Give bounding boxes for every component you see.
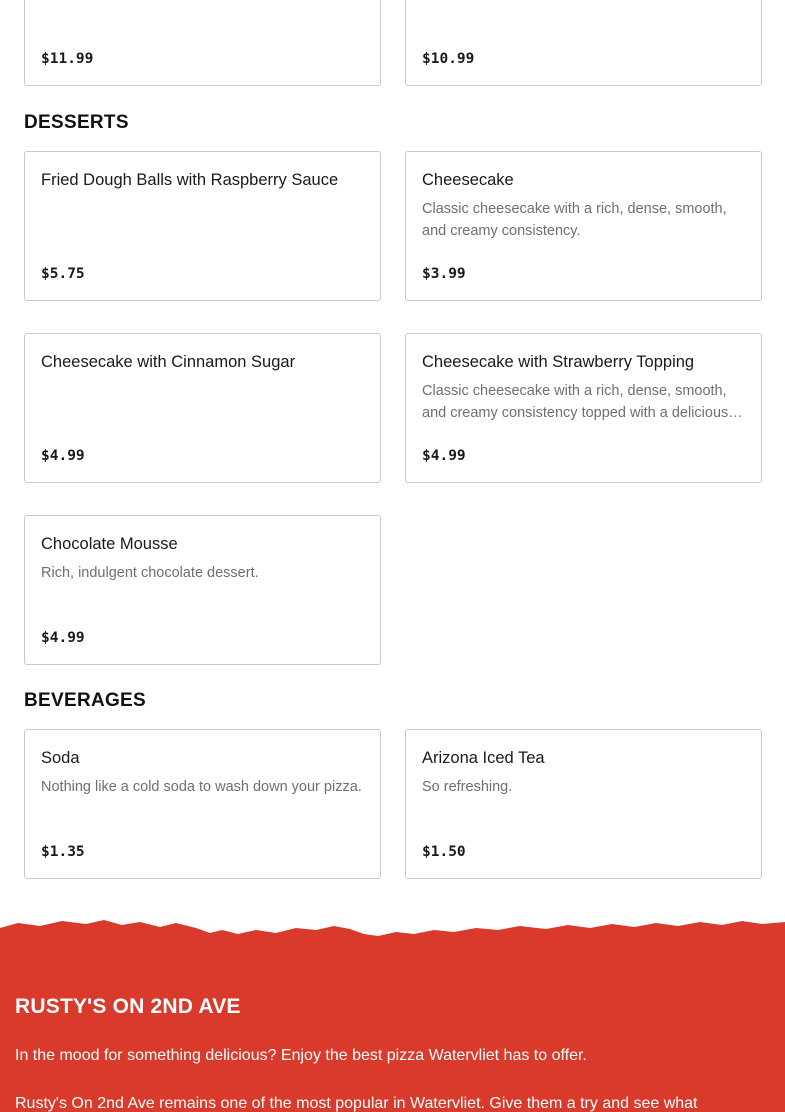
menu-item-card[interactable] — [24, 151, 381, 301]
item-price: $4.99 — [41, 630, 85, 646]
item-name: Cheesecake — [422, 171, 514, 189]
item-price: $4.99 — [422, 448, 466, 464]
menu-item-card[interactable] — [405, 333, 762, 483]
item-price: $3.99 — [422, 266, 466, 282]
item-price: $10.99 — [422, 51, 475, 67]
item-description: So refreshing. — [422, 779, 513, 795]
menu-item-card[interactable] — [24, 0, 381, 86]
item-price: $1.35 — [41, 844, 85, 860]
item-name: Cheesecake with Cinnamon Sugar — [41, 353, 296, 371]
item-name: Chocolate Mousse — [41, 535, 178, 553]
item-name: Arizona Iced Tea — [422, 749, 545, 767]
menu-item-card[interactable] — [405, 0, 762, 86]
footer-title: RUSTY'S ON 2ND AVE — [15, 995, 241, 1018]
item-price: $4.99 — [41, 448, 85, 464]
menu-item-card[interactable] — [24, 515, 381, 665]
item-name: Soda — [41, 749, 80, 767]
item-description: Nothing like a cold soda to wash down your pizza. — [41, 779, 362, 795]
section-title-beverages: BEVERAGES — [24, 690, 147, 711]
item-description: Rich, indulgent chocolate dessert. — [41, 565, 259, 581]
menu-item-card[interactable] — [405, 151, 762, 301]
footer-paragraph: Rusty's On 2nd Ave remains one of the most popular in Watervliet. Give them a try and see what — [15, 1095, 698, 1112]
site-footer — [0, 914, 785, 1112]
item-description: Classic cheesecake with a rich, dense, smooth, and creamy consistency. — [422, 201, 727, 239]
item-name: Cheesecake with Strawberry Topping — [422, 353, 695, 371]
item-description: Classic cheesecake with a rich, dense, smooth, and creamy consistency topped with a delicious… — [422, 383, 743, 421]
item-price: $11.99 — [41, 51, 94, 67]
item-price: $5.75 — [41, 266, 85, 282]
item-name: Fried Dough Balls with Raspberry Sauce — [41, 171, 339, 189]
item-price: $1.50 — [422, 844, 466, 860]
menu-item-card[interactable] — [24, 729, 381, 879]
section-title-desserts: DESSERTS — [24, 112, 129, 133]
menu-item-card[interactable] — [405, 729, 762, 879]
footer-tagline: In the mood for something delicious? Enjoy the best pizza Watervliet has to offer. — [15, 1047, 587, 1064]
menu-item-card[interactable] — [24, 333, 381, 483]
